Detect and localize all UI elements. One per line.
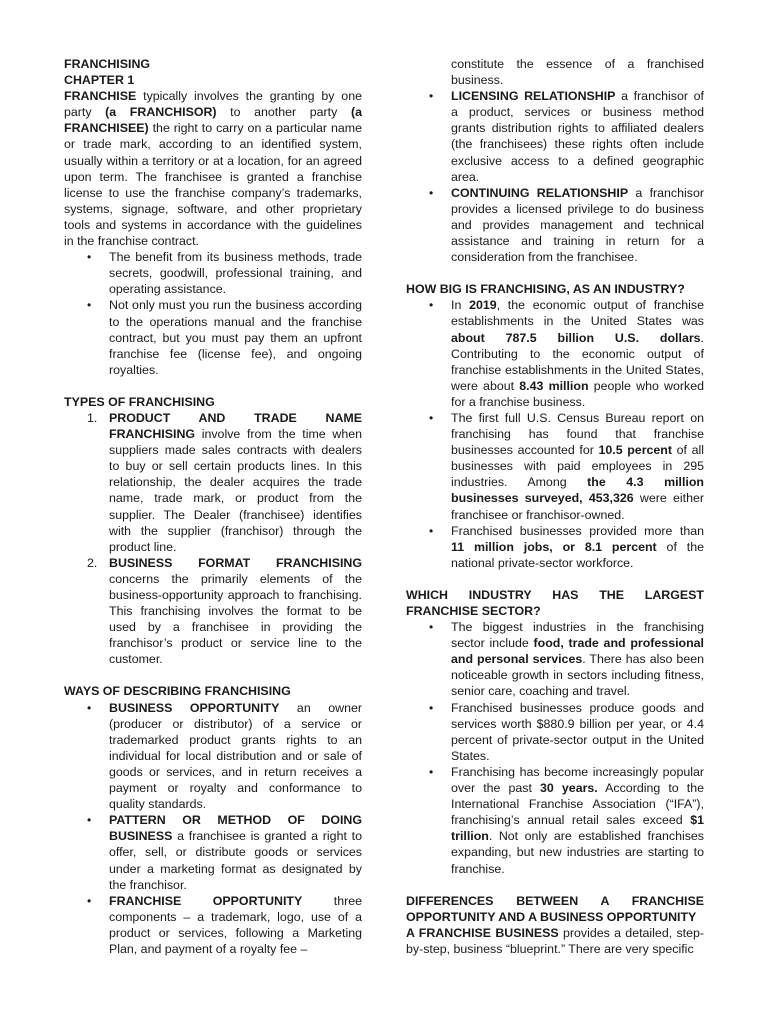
- largest-sector-list: [406, 619, 704, 877]
- list-item: • The biggest industries in the franchising sector include food, trade and professional and personal services. There has also been noticeable growth in sectors including fitness, senior care, coaching and travel.: [451, 619, 704, 699]
- list-item: • Franchising has become increasingly popular over the past 30 years. According to the International Franchise Association (“IFA”), franchising’s annual retail sales exceed $1 trillion. Not only are established franchises expanding, but new industries are starting to franchise.: [451, 764, 704, 877]
- intro-bullet-list: [64, 249, 362, 378]
- list-item: • BUSINESS OPPORTUNITY an owner (producer or distributor) of a service or trademarked product grants rights to an individual for local distribution and or sale of goods or services, and in return receives a payment or royalty and conformance to quality standards.: [109, 700, 362, 813]
- list-item: PRODUCT AND TRADE NAME FRANCHISING involve from the time when suppliers made sales contracts with dealers to buy or sell certain products lines. In this relationship, the dealer acquires the trade name, trade mark, or product from the supplier. The Dealer (franchisee) identifies with the supplier (franchisor) through the product line.: [109, 410, 362, 554]
- industry-size-list: [406, 297, 704, 571]
- types-heading: TYPES OF FRANCHISING: [64, 394, 215, 409]
- list-item: • The first full U.S. Census Bureau report on franchising has found that franchise businesses accounted for 10.5 percent of all businesses with paid employees in 295 industries. Among the 4.3 million businesses surveyed, 453,326 were either franchisee or franchisor-owned.: [451, 410, 704, 523]
- list-item: • Franchised businesses produce goods and services worth $880.9 billion per year, or 4.4 percent of private-sector output in the United States.: [451, 700, 704, 764]
- ways-heading: WAYS OF DESCRIBING FRANCHISING: [64, 684, 291, 699]
- list-item: • CONTINUING RELATIONSHIP a franchisor provides a licensed privilege to do business and provides management and technical assistance and training in return for a consideration from the franchisee.: [451, 185, 704, 265]
- chapter-label: CHAPTER 1: [64, 73, 135, 88]
- list-item: • The benefit from its business methods, trade secrets, goodwill, professional training, and operating assistance.: [109, 249, 362, 297]
- types-list: [64, 410, 362, 668]
- list-item: • Not only must you run the business according to the operations manual and the franchise contract, but you must pay them an upfront franchise fee (license fee), and ongoing royalties.: [109, 297, 362, 377]
- list-item: • FRANCHISE OPPORTUNITY three components – a trademark, logo, use of a product or services, following a Marketing Plan, and payment of a royalty fee –: [109, 893, 362, 957]
- list-item: BUSINESS FORMAT FRANCHISING concerns the primarily elements of the business-opportunity approach to franchising. This franchising involves the format to be used by a franchisee in providing the franchisor’s product or service line to the customer.: [109, 555, 362, 667]
- right-column: [406, 56, 704, 957]
- left-column: [64, 56, 362, 957]
- list-item: • In 2019, the economic output of franchise establishments in the United States was about 787.5 billion U.S. dollars. Contributing to the economic output of franchise establishments in the United States, were about 8.43 million people who worked for a franchise business.: [451, 297, 704, 410]
- differences-heading: DIFFERENCES BETWEEN A FRANCHISE OPPORTUNITY AND A BUSINESS OPPORTUNITY: [406, 893, 704, 924]
- largest-sector-heading: WHICH INDUSTRY HAS THE LARGEST FRANCHISE SECTOR?: [406, 587, 704, 618]
- intro-paragraph: FRANCHISE typically involves the granting by one party (a FRANCHISOR) to another party (a FRANCHISEE) the right to carry on a particular name or trade mark, according to an identified system, usually within a territory or at a location, for an agreed upon term. The franchisee is granted a franchise license to use the franchise company’s trademarks, systems, signage, software, and other proprietary tools and systems in accordance with the guidelines in the franchise contract.: [64, 89, 362, 249]
- list-item: • PATTERN OR METHOD OF DOING BUSINESS a franchisee is granted a right to offer, sell, or distribute goods or services under a marketing format as designated by the franchisor.: [109, 812, 362, 892]
- differences-paragraph: A FRANCHISE BUSINESS provides a detailed, step-by-step, business “blueprint.” There are very specific: [406, 925, 704, 956]
- ways-list-continued: [406, 56, 704, 265]
- list-item-continued: constitute the essence of a franchised business.: [451, 57, 704, 88]
- list-item: • LICENSING RELATIONSHIP a franchisor of a product, services or business method grants distribution rights to affiliated dealers (the franchisees) these rights often include exclusive access to a defined geographic area.: [451, 88, 704, 185]
- document-title: FRANCHISING: [64, 57, 151, 71]
- industry-size-heading: HOW BIG IS FRANCHISING, AS AN INDUSTRY?: [406, 282, 685, 297]
- list-item: • Franchised businesses provided more than 11 million jobs, or 8.1 percent of the national private-sector workforce.: [451, 523, 704, 571]
- ways-list: [64, 700, 362, 958]
